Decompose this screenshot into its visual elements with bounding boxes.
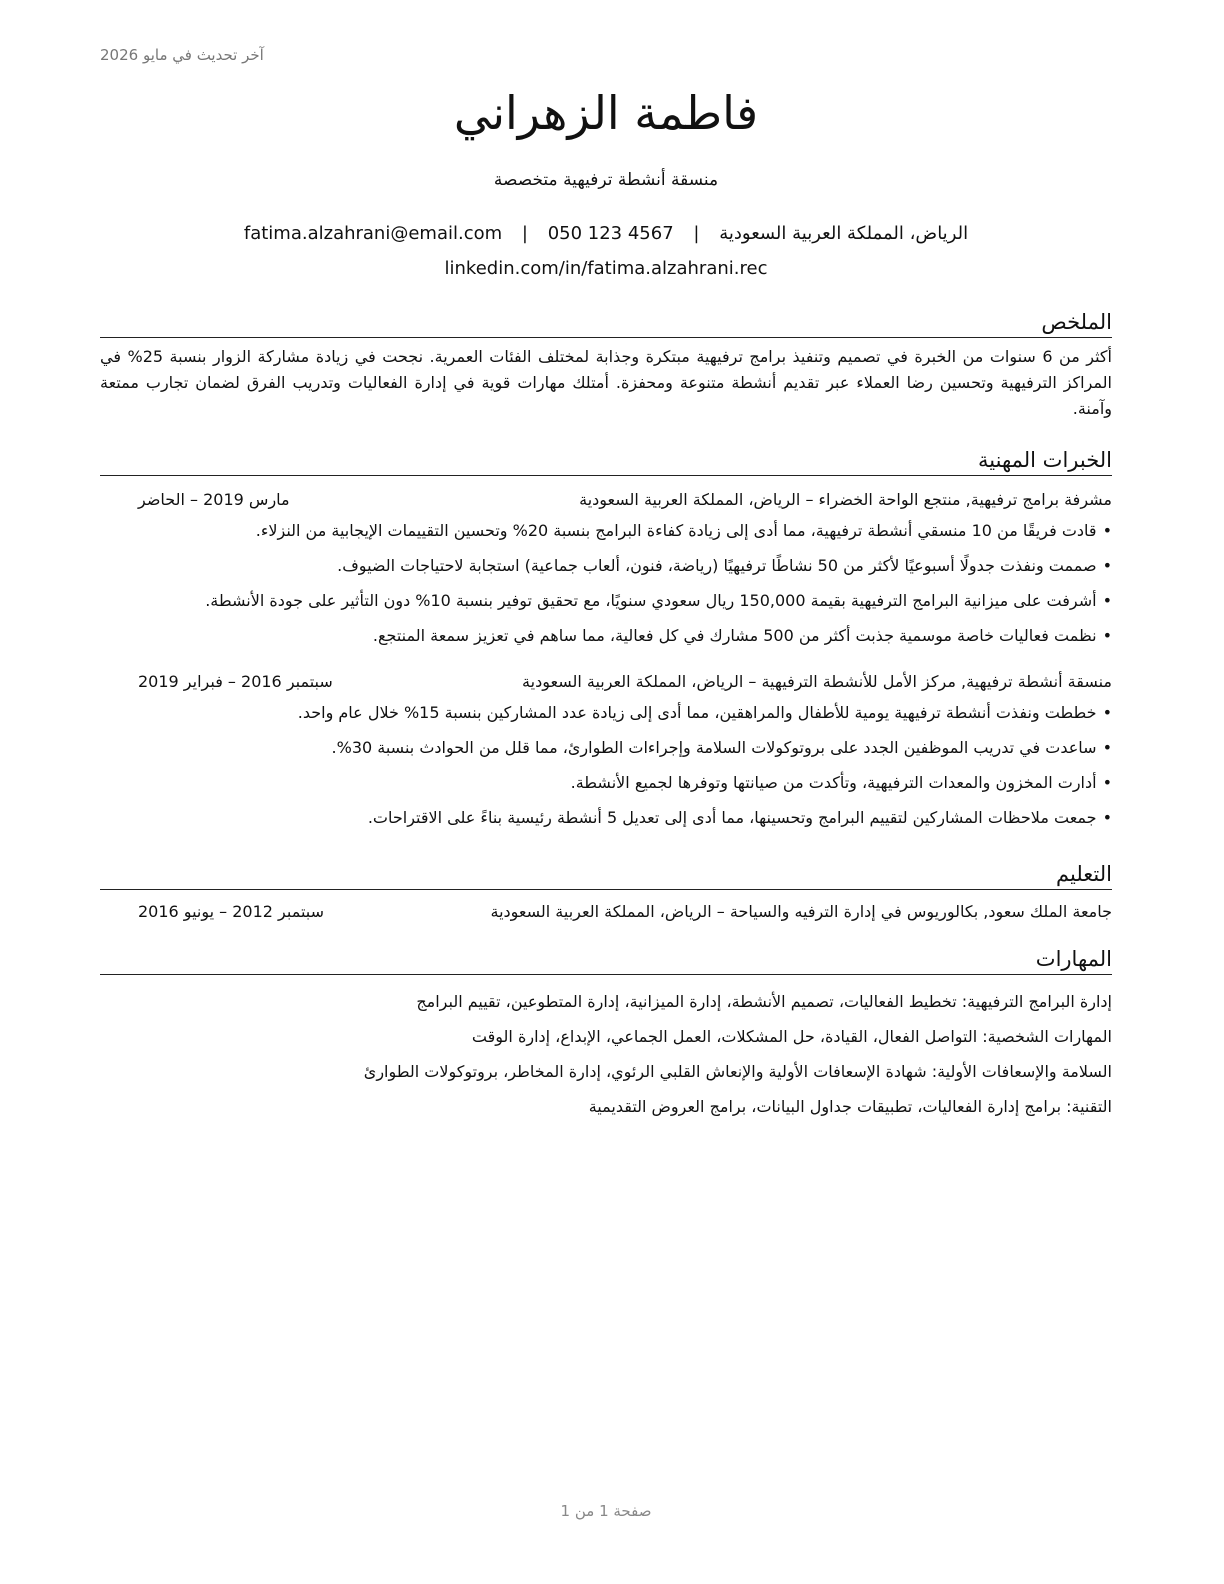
skills-section [100, 947, 1112, 1129]
job-date: مارس 2019 – الحاضر [138, 490, 290, 509]
job-bullet: • ساعدت في تدريب الموظفين الجدد على بروتوكولات السلامة وإجراءات الطوارئ، مما قلل من الحوادث بنسبة 30%. [100, 735, 1112, 770]
section-title-education: التعليم [100, 862, 1112, 890]
skill-line: إدارة البرامج الترفيهية: تخطيط الفعاليات، تصميم الأنشطة، إدارة الميزانية، إدارة المتطوعين، تقييم البرامج [416, 992, 1112, 1011]
summary-text: أكثر من 6 سنوات من الخبرة في تصميم وتنفيذ برامج ترفيهية مبتكرة وجذابة لمختلف الفئات العمرية. نجحت في زيادة مشاركة الزوار بنسبة 25% في المراكز الترفيهية وتحسين رضا العملاء عبر تقديم أنشطة متنوعة ومحفزة. أمتلك مهارات قوية في إدارة الفعاليات وتدريب الفرق لضمان تجارب ممتعة وآمنة. [100, 347, 1112, 418]
summary-section [100, 310, 1112, 422]
section-title-experience: الخبرات المهنية [100, 448, 1112, 476]
last-updated: آخر تحديث في مايو 2026 [100, 46, 264, 64]
job-bullet: • أدارت المخزون والمعدات الترفيهية، وتأكدت من صيانتها وتوفرها لجميع الأنشطة. [100, 770, 1112, 805]
skills-list [100, 989, 1112, 1129]
contact-phone[interactable]: 050 123 4567 [547, 223, 674, 244]
job-bullet: • أشرفت على ميزانية البرامج الترفيهية بقيمة 150,000 ريال سعودي سنويًا، مع تحقيق توفير بنسبة 10% دون التأثير على جودة الأنشطة. [100, 588, 1112, 623]
job-bullet: • نظمت فعاليات خاصة موسمية جذبت أكثر من 500 مشارك في كل فعالية، مما ساهم في تعزيز سمعة المنتجع. [100, 623, 1112, 658]
skill-line: السلامة والإسعافات الأولية: شهادة الإسعافات الأولية والإنعاش القلبي الرئوي، إدارة المخاطر، بروتوكولات الطوارئ [363, 1062, 1112, 1081]
education-date: سبتمبر 2012 – يونيو 2016 [138, 902, 325, 921]
job-bullet: • صممت ونفذت جدولًا أسبوعيًا لأكثر من 50 نشاطًا ترفيهيًا (رياضة، فنون، ألعاب جماعية) استجابة لاحتياجات الضيوف. [100, 553, 1112, 588]
education-section [100, 862, 1112, 926]
contact-email[interactable]: fatima.alzahrani@email.com [243, 223, 503, 244]
job-bullet: • خططت ونفذت أنشطة ترفيهية يومية للأطفال والمراهقين، مما أدى إلى زيادة عدد المشاركين بنسبة 15% خلال عام واحد. [100, 700, 1112, 735]
job-bullets [100, 700, 1112, 840]
resume-page [100, 0, 1112, 1584]
job-entry [100, 672, 1112, 840]
job-entry [100, 490, 1112, 658]
job-title: منسقة أنشطة ترفيهية, مركز الأمل للأنشطة الترفيهية – الرياض، المملكة العربية السعودية [522, 672, 1112, 691]
job-bullet: • قادت فريقًا من 10 منسقي أنشطة ترفيهية، مما أدى إلى زيادة كفاءة البرامج بنسبة 20% وتحسين التقييمات الإيجابية من النزلاء. [100, 518, 1112, 553]
contact-line [100, 223, 1112, 244]
education-degree: جامعة الملك سعود, بكالوريوس في إدارة الترفيه والسياحة – الرياض، المملكة العربية السعودية [490, 902, 1112, 921]
section-title-skills: المهارات [100, 947, 1112, 975]
skill-line: التقنية: برامج إدارة الفعاليات، تطبيقات جداول البيانات، برامج العروض التقديمية [588, 1097, 1112, 1116]
contact-separator: | [521, 223, 528, 244]
job-header [100, 490, 1112, 514]
experience-section [100, 448, 1112, 840]
job-bullet: • جمعت ملاحظات المشاركين لتقييم البرامج وتحسينها، مما أدى إلى تعديل 5 أنشطة رئيسية بناءً على الاقتراحات. [100, 805, 1112, 840]
contact-linkedin[interactable]: linkedin.com/in/fatima.alzahrani.rec [444, 258, 768, 279]
job-title: مشرفة برامج ترفيهية, منتجع الواحة الخضراء – الرياض، المملكة العربية السعودية [579, 490, 1112, 509]
job-date: سبتمبر 2016 – فبراير 2019 [138, 672, 333, 691]
skill-line: المهارات الشخصية: التواصل الفعال، القيادة، حل المشكلات، العمل الجماعي، الإبداع، إدارة الوقت [471, 1027, 1112, 1046]
job-header [100, 672, 1112, 696]
candidate-name: فاطمة الزهراني [453, 86, 759, 140]
education-entry [100, 902, 1112, 926]
candidate-title: منسقة أنشطة ترفيهية متخصصة [493, 170, 719, 190]
page-number: صفحة 1 من 1 [560, 1502, 652, 1520]
contact-location: الرياض، المملكة العربية السعودية [719, 223, 969, 244]
contact-separator: | [693, 223, 700, 244]
job-bullets [100, 518, 1112, 658]
section-title-summary: الملخص [100, 310, 1112, 338]
